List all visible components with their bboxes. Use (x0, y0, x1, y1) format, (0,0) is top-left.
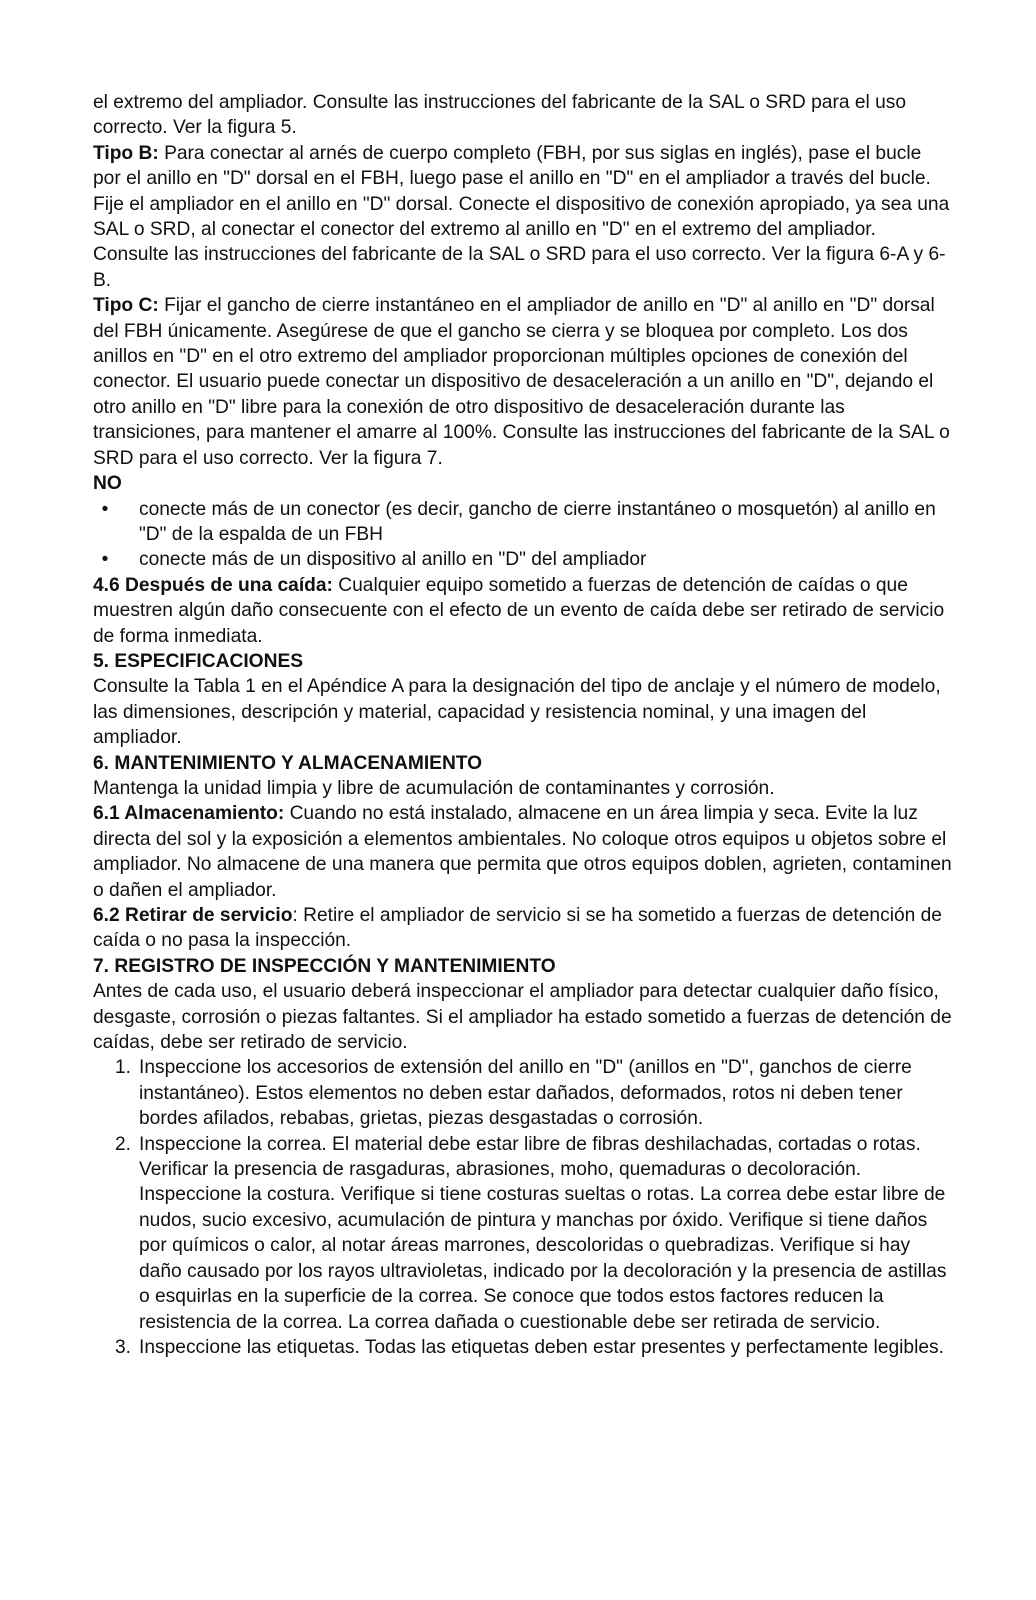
tipo-b-paragraph (93, 141, 953, 293)
tipo-c-text: Fijar el gancho de cierre instantáneo en el ampliador de anillo en "D" al anillo en "D" dorsal del FBH únicamente. Asegúrese de que el gancho se cierra y se bloquea por completo. Los dos anillos en "D" en el otro extremo del ampliador proporcionan múltiples opciones de conexión del conector. El usuario puede conectar un dispositivo de desaceleración a un anillo en "D", dejando el otro anillo en "D" libre para la conexión de otro dispositivo de desaceleración durante las transiciones, para mantener el amarre al 100%. Consulte las instrucciones del fabricante de la SAL o SRD para el uso correcto. Ver la figura 7. (93, 295, 950, 469)
section-6-2-text: : Retire el ampliador de servicio si se ha sometido a fuerzas de detención de caída o no pasa la inspección. (93, 905, 942, 952)
intro-paragraph: el extremo del ampliador. Consulte las instrucciones del fabricante de la SAL o SRD para el uso correcto. Ver la figura 5. (93, 92, 907, 139)
step-text: Inspeccione los accesorios de extensión del anillo en "D" (anillos en "D", ganchos de cierre instantáneo). Estos elementos no deben estar dañados, deformados, rotos ni deben tener bordes afilados, rebabas, grietas, piezas desgastadas o corrosión. (139, 1057, 912, 1130)
list-item-text: conecte más de un dispositivo al anillo en "D" del ampliador (139, 549, 647, 571)
bullet-icon: • (101, 549, 109, 571)
inspection-steps-list (93, 1055, 953, 1360)
section-7-heading: 7. REGISTRO DE INSPECCIÓN Y MANTENIMIENTO (93, 955, 556, 977)
section-5-heading: 5. ESPECIFICACIONES (93, 650, 304, 672)
no-list (93, 497, 953, 573)
no-heading: NO (93, 473, 122, 495)
tipo-c-label: Tipo C: (93, 295, 159, 317)
list-item (93, 497, 953, 548)
step-text: Inspeccione la correa. El material debe estar libre de fibras deshilachadas, cortadas o rotas. Verificar la presencia de rasgaduras, abrasiones, moho, quemaduras o decoloración. Inspeccione la costura. Verifique si tiene costuras sueltas o rotas. La correa debe estar libre de nudos, sucio excesivo, acumulación de pintura y manchas por óxido. Verifique si tiene daños por químicos o calor, al notar áreas marrones, descoloridas o quebradizas. Verifique si hay daño causado por los rayos ultravioletas, indicado por la decoloración y la presencia de astillas o esquirlas en la superficie de la correa. Se conoce que todos estos factores reducen la resistencia de la correa. La correa dañada o cuestionable debe ser retirada de servicio. (139, 1133, 947, 1333)
list-item (93, 1335, 953, 1360)
section-4-6-paragraph (93, 573, 953, 649)
list-item (93, 547, 953, 572)
tipo-b-text: Para conectar al arnés de cuerpo completo (FBH, por sus siglas en inglés), pase el bucle por el anillo en "D" dorsal en el FBH, luego pase el anillo en "D" en el ampliador a través del bucle. Fije el ampliador en el anillo en "D" dorsal. Conecte el dispositivo de conexión apropiado, ya sea una SAL o SRD, al conectar el conector del extremo al anillo en "D" en el extremo del ampliador. Consulte las instrucciones del fabricante de la SAL o SRD para el uso correcto. Ver la figura 6-A y 6-B. (93, 142, 950, 291)
document-page (93, 90, 953, 1360)
section-6-text: Mantenga la unidad limpia y libre de acumulación de contaminantes y corrosión. (93, 777, 775, 799)
section-6-2-paragraph (93, 903, 953, 954)
step-number: 3. (115, 1336, 132, 1358)
section-5-text: Consulte la Tabla 1 en el Apéndice A para la designación del tipo de anclaje y el número de modelo, las dimensiones, descripción y material, capacidad y resistencia nominal, y una imagen del ampliador. (93, 676, 941, 749)
list-item-text: conecte más de un conector (es decir, gancho de cierre instantáneo o mosquetón) al anillo en "D" de la espalda de un FBH (139, 498, 936, 545)
section-4-6-text: Cualquier equipo sometido a fuerzas de detención de caídas o que muestren algún daño consecuente con el efecto de un evento de caída debe ser retirado de servicio de forma inmediata. (93, 574, 945, 647)
section-6-heading: 6. MANTENIMIENTO Y ALMACENAMIENTO (93, 752, 483, 774)
section-6-1-label: 6.1 Almacenamiento: (93, 803, 285, 825)
bullet-icon: • (101, 498, 109, 520)
step-number: 1. (115, 1057, 132, 1079)
section-6-2-label: 6.2 Retirar de servicio (93, 905, 293, 926)
list-item (93, 1132, 953, 1335)
list-item (93, 1055, 953, 1131)
section-6-1-text: Cuando no está instalado, almacene en un área limpia y seca. Evite la luz directa del sol y la exposición a elementos ambientales. No coloque otros equipos u objetos sobre el ampliador. No almacene de una manera que permita que otros equipos doblen, agrieten, contaminen o dañen el ampliador. (93, 803, 952, 901)
step-text: Inspeccione las etiquetas. Todas las etiquetas deben estar presentes y perfectamente legibles. (139, 1336, 944, 1358)
section-7-text: Antes de cada uso, el usuario deberá inspeccionar el ampliador para detectar cualquier daño físico, desgaste, corrosión o piezas faltantes. Si el ampliador ha estado sometido a fuerzas de detención de caídas, debe ser retirado de servicio. (93, 981, 952, 1054)
section-4-6-label: 4.6 Después de una caída: (93, 574, 333, 596)
tipo-b-label: Tipo B: (93, 142, 159, 164)
tipo-c-paragraph (93, 293, 953, 471)
section-6-1-paragraph (93, 801, 953, 903)
step-number: 2. (115, 1133, 132, 1155)
